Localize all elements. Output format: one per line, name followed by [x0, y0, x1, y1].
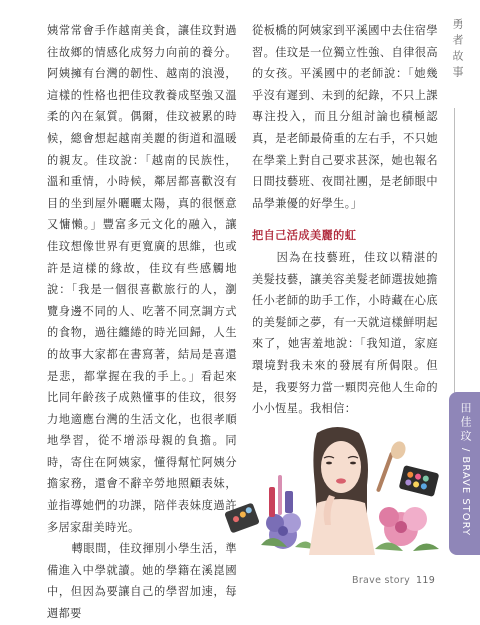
right-paragraph-1: 從板橋的阿姨家到平溪國中去住宿學習。佳玟是一位獨立性強、自律很高的女孩。平溪國中的老師說：「她幾乎沒有遲到、未到的紀錄，不只上課專注投入，而且分組討論也積極認真，是老師最倚重的左右手，不只她在學業上對自己要求甚深，她也報名日間技藝班、夜間社團，是老師眼中品學兼優的好學生。」 — [252, 24, 438, 210]
side-tab-separator: / — [460, 448, 471, 453]
left-paragraph-1: 姨常常會手作越南美食，讓佳玟對過往故鄉的情感化成努力向前的養分。阿姨擁有台灣的韌性、越南的浪漫，這樣的性格也把佳玟教養成堅強又溫柔的內在氣質。偶爾，佳玟被累的時候，總會想起越南美麗的街道和溫暖的親友。佳玟說：「越南的民族性，溫和重情，小時候，鄰居都喜歡沒有目的坐到屋外曬曬太陽，真的很愜意又慵懶。」豐富多元文化的融入，讓佳玟想像世界有更寬廣的思維，也或許是這樣的緣故，佳玟有些感觸地說：「我是一個很喜歡旅行的人，瀏覽身邊不同的人、吃著不同烹調方式的食物，過往纏綣的時光回歸，人生的故事大家都在書寫著，結局是喜還是悲，都掌握在我的手上。」看起來比同年齡孩子成熟懂事的佳玟，很努力地適應台灣的生活文化，也很孝順地學習，從不增添母親的負擔。同時，寄住在阿姨家，懂得幫忙阿姨分擔家務，還會不辭辛勞地照顧表妹，並指導她們的功課，陪伴表妹度過許多居家甜美時光。 — [47, 24, 237, 534]
bottle-icon — [285, 491, 293, 513]
left-paragraph-2: 轉眼間，佳玟揮別小學生活，準備進入中學就讀。她的學籍在溪崑國中，但因為要讓自己的學習加速，每週都要 — [47, 542, 237, 621]
right-flower-cluster — [375, 507, 439, 551]
section-divider — [454, 108, 455, 400]
page-footer — [352, 575, 435, 586]
left-flower-cluster — [261, 513, 315, 549]
woman-figure — [309, 427, 375, 555]
side-tab-title: BRAVE STORY — [460, 456, 471, 537]
side-tab — [449, 392, 480, 555]
section-label: 勇者故事 — [451, 18, 464, 82]
section-heading: 把自己活成美麗的虹 — [252, 229, 357, 243]
left-column — [47, 20, 237, 625]
brush-icon — [278, 475, 282, 515]
right-paragraph-2: 因為在技藝班，佳玟以精湛的美髮技藝，讓美容美髮老師選拔她擔任小老師的助手工作，小時藏在心底的美髮師之夢，有一天就這樣鮮明起來了，她害羞地說：「我知道，家庭環境對我未來的發展有所侷限。但是，我要努力當一顆閃亮他人生命的小小恆星。我相信： — [252, 250, 438, 416]
right-column — [252, 20, 438, 420]
makeup-illustration — [225, 425, 443, 555]
eyeshadow-palette-right — [399, 465, 440, 497]
makeup-brush-icon — [376, 452, 394, 493]
footer-label: Brave story — [352, 575, 411, 586]
side-tab-text — [457, 402, 473, 545]
page-number: 119 — [416, 575, 436, 586]
lipstick-icon — [269, 487, 275, 517]
eyeshadow-compact-left — [224, 503, 260, 534]
side-tab-name: 田佳玟 — [459, 402, 472, 444]
